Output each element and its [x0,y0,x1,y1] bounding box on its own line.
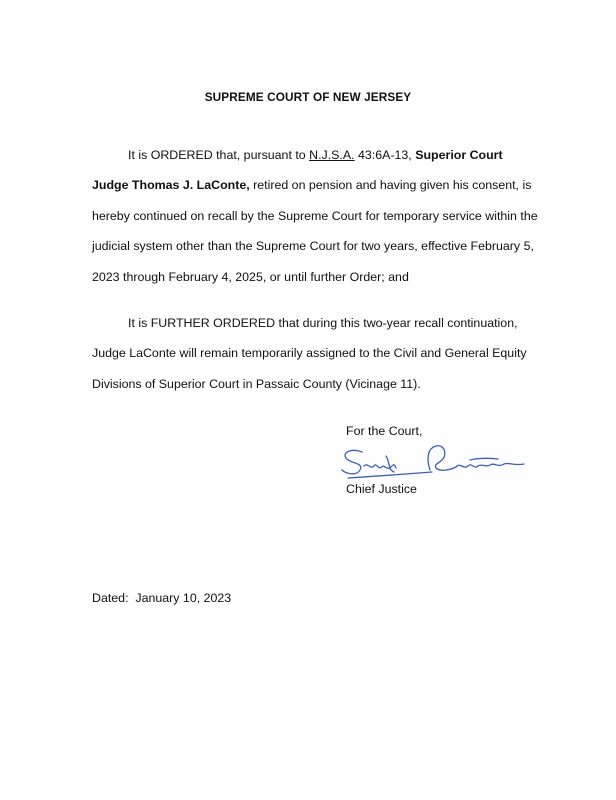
statute-section: 43:6A-13, [354,148,416,162]
dated-value: January 10, 2023 [135,591,232,605]
closing-phrase: For the Court, [346,424,423,438]
paragraph-1-line-4: judicial system other than the Supreme Court for two years, effective February 5, [92,239,534,254]
signature-image [338,440,538,482]
dated-label: Dated: [92,591,129,605]
order-paragraph-1 [92,140,538,292]
paragraph-2-line-3: Divisions of Superior Court in Passaic County (Vicinage 11). [92,376,421,391]
court-name: Superior Court [415,148,503,162]
date-line [92,591,231,605]
paragraph-1-line-2-rest: retired on pension and having given his consent, is [249,178,532,193]
order-paragraph-2 [92,308,532,399]
paragraph-2-line-1: It is FURTHER ORDERED that during this two-year recall continuation, [128,316,518,330]
paragraph-1-line-2 [92,170,532,200]
document-title: SUPREME COURT OF NEW JERSEY [204,90,412,104]
paragraph-1-intro: It is ORDERED that, pursuant to [128,148,310,162]
statute-reference: N.J.S.A. [309,148,355,162]
judge-name: Judge Thomas J. LaConte, [92,178,250,193]
paragraph-1-line-5: 2023 through February 4, 2025, or until further Order; and [92,269,409,284]
signer-title: Chief Justice [346,482,417,496]
paragraph-2-line-2: Judge LaConte will remain temporarily assigned to the Civil and General Equity [92,346,527,361]
paragraph-1-line-3: hereby continued on recall by the Supreme Court for temporary service within the [92,208,538,223]
paragraph-1-line-1 [92,140,532,170]
